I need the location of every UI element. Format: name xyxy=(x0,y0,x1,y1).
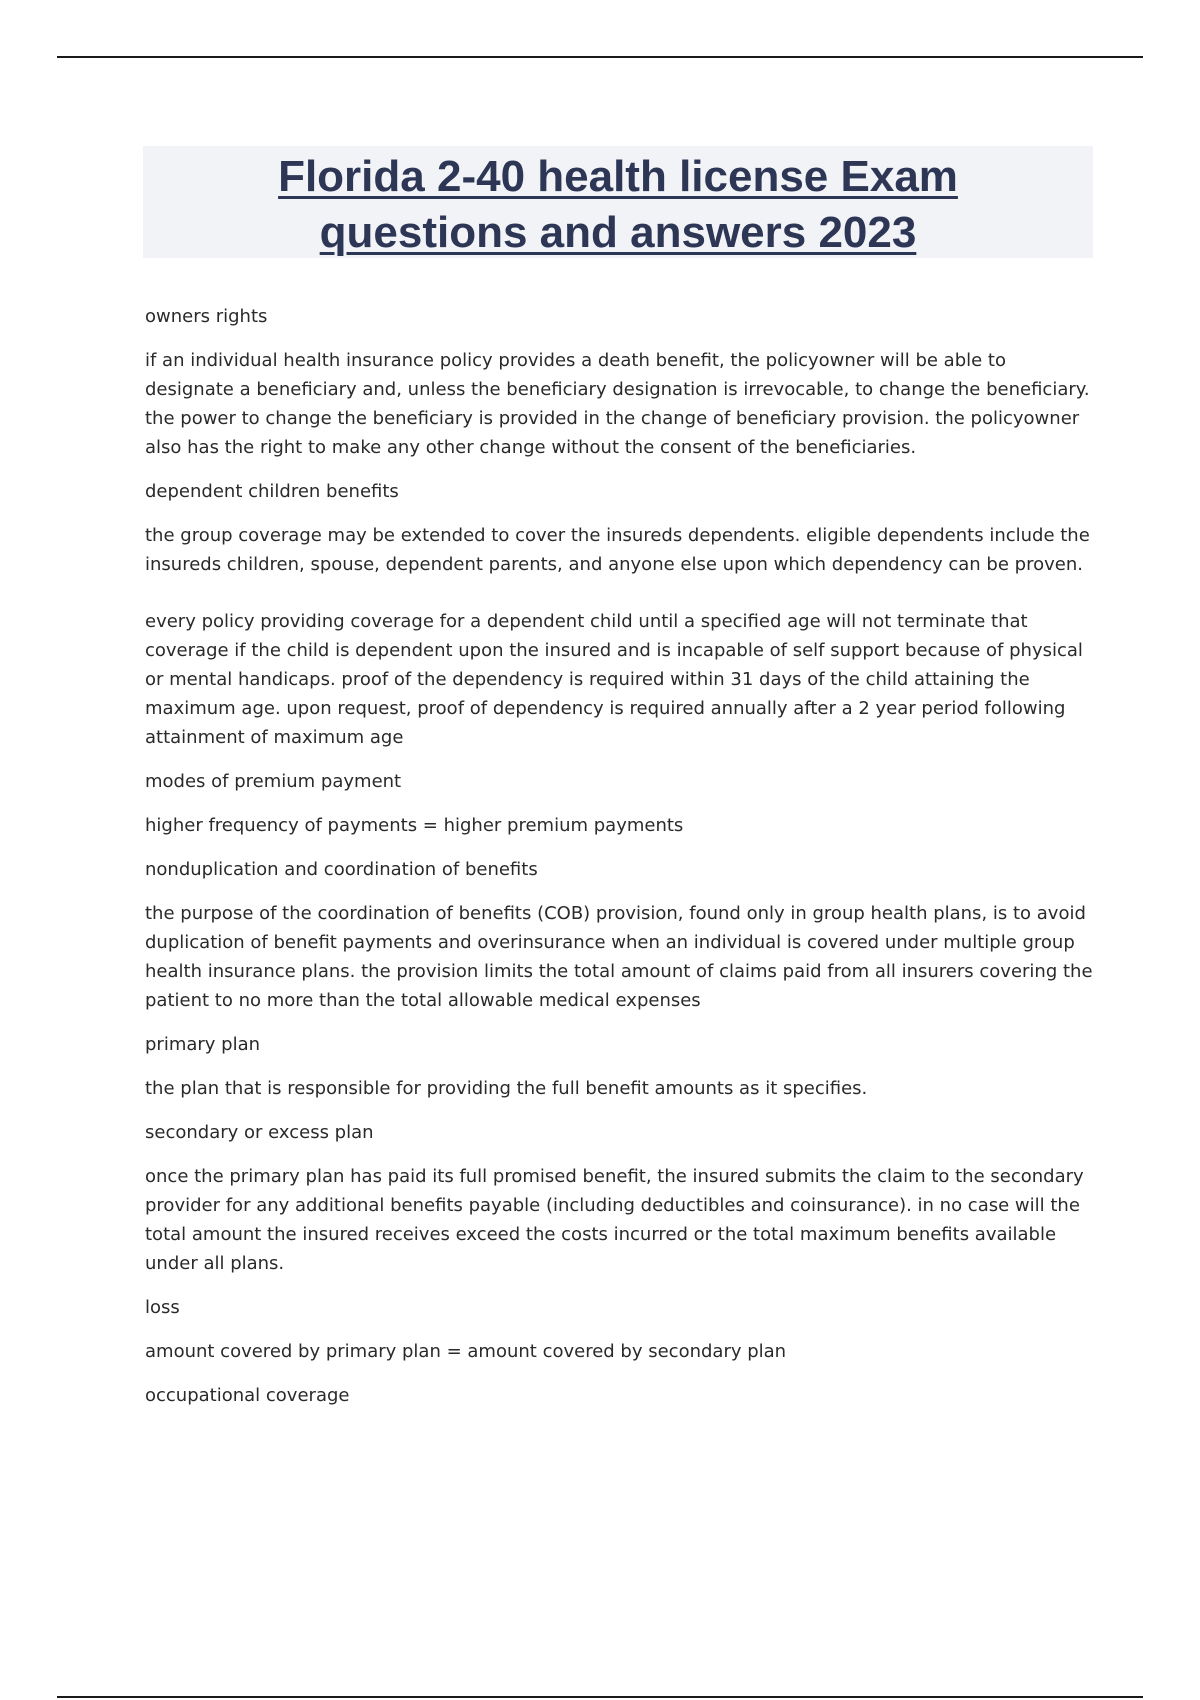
title-line-2: questions and answers 2023 xyxy=(319,208,917,257)
definition-loss: amount covered by primary plan = amount covered by secondary plan xyxy=(145,1341,787,1362)
definition-primary-plan: the plan that is responsible for providing the full benefit amounts as it specifies. xyxy=(145,1078,868,1099)
definition-secondary-plan: once the primary plan has paid its full promised benefit, the insured submits the claim to the secondary provider for any additional benefits payable (including deductibles and coinsurance). in no case will the total amount the insured receives exceed the costs incurred or the total maximum benefits available under all plans. xyxy=(145,1166,1084,1274)
term-primary-plan: primary plan xyxy=(145,1034,261,1055)
definition-owners-rights: if an individual health insurance policy provides a death benefit, the policyowner will be able to designate a beneficiary and, unless the beneficiary designation is irrevocable, to change the beneficiary. the power to change the beneficiary is provided in the change of beneficiary provision. the policyowner also has the right to make any other change without the consent of the beneficiaries. xyxy=(145,350,1090,458)
definition-dependent-children-benefits-extra: every policy providing coverage for a dependent child until a specified age will not terminate that coverage if the child is dependent upon the insured and is incapable of self support because of physical or mental handicaps. proof of the dependency is required within 31 days of the child attaining the maximum age. upon request, proof of dependency is required annually after a 2 year period following attainment of maximum age xyxy=(145,611,1083,748)
term-dependent-children-benefits: dependent children benefits xyxy=(145,481,399,502)
title-line-1: Florida 2-40 health license Exam xyxy=(278,152,958,201)
term-owners-rights: owners rights xyxy=(145,306,268,327)
definition-modes-of-premium-payment: higher frequency of payments = higher premium payments xyxy=(145,815,684,836)
definition-dependent-children-benefits: the group coverage may be extended to cover the insureds dependents. eligible dependents include the insureds children, spouse, dependent parents, and anyone else upon which dependency can be proven. xyxy=(145,525,1090,575)
title-banner xyxy=(143,146,1093,258)
term-occupational-coverage: occupational coverage xyxy=(145,1385,350,1406)
bottom-divider xyxy=(57,1696,1143,1698)
document-title xyxy=(143,146,1093,261)
definition-coordination-of-benefits: the purpose of the coordination of benefits (COB) provision, found only in group health plans, is to avoid duplication of benefit payments and overinsurance when an individual is covered under multiple group health insurance plans. the provision limits the total amount of claims paid from all insurers covering the patient to no more than the total allowable medical expenses xyxy=(145,903,1093,1011)
term-modes-of-premium-payment: modes of premium payment xyxy=(145,771,402,792)
term-secondary-plan: secondary or excess plan xyxy=(145,1122,374,1143)
qa-content xyxy=(145,302,1093,1425)
top-divider xyxy=(57,56,1143,58)
term-coordination-of-benefits: nonduplication and coordination of benefits xyxy=(145,859,538,880)
term-loss: loss xyxy=(145,1297,180,1318)
